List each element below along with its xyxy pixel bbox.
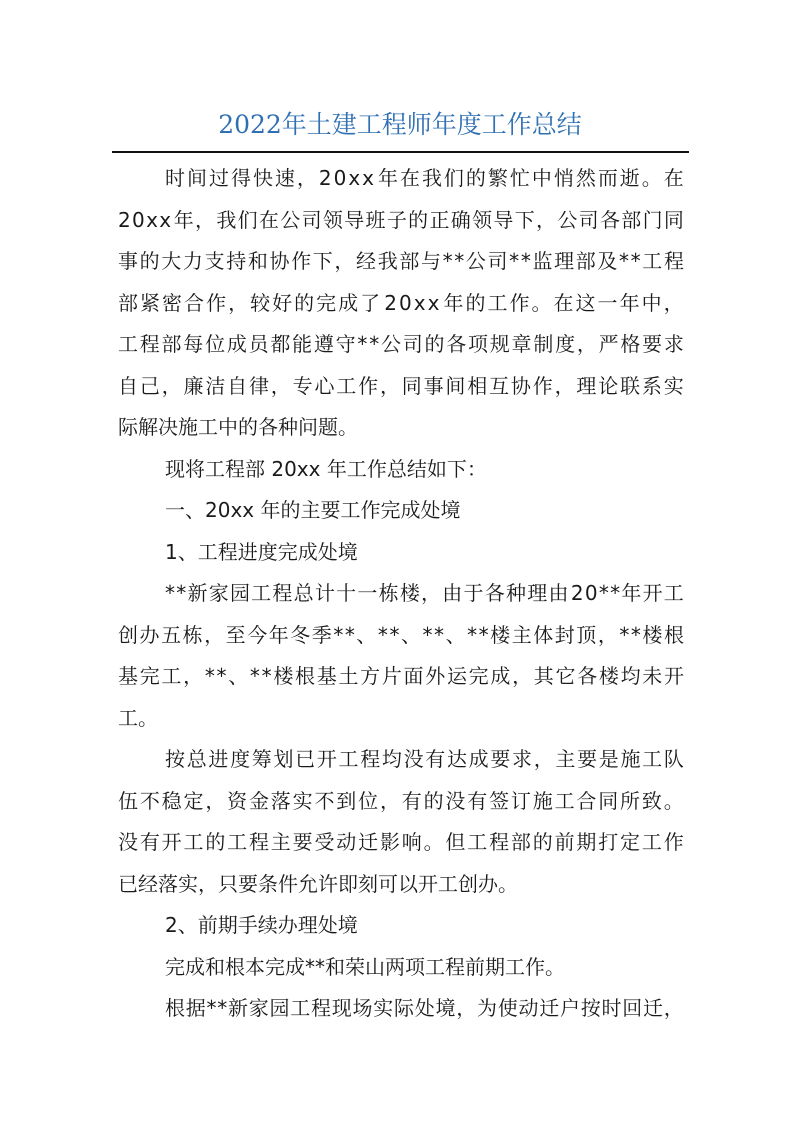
- text-line: 伍 不 稳 定 ， 资 金 落 实 不 到 位 ， 有 的 没 有 签 订 施 工 合 同 所 致 。: [118, 788, 684, 813]
- text-line: 没 有 开 工 的 工 程 主 要 受 动 迁 影 响 。 但 工 程 部 的 前 期 打 定 工 作: [118, 830, 684, 854]
- text-line: 部 紧 密 合 作 ， 较 好 的 完 成 了 2 0 x x 年 的 工 作 。 在 这 一 年 中 ，: [118, 290, 684, 315]
- text-line: 2、前期手续办理处境: [165, 913, 358, 937]
- title-underline: [112, 151, 689, 153]
- text-line: 一、20xx 年的主要工作完成处境: [165, 498, 461, 522]
- document-body: [118, 158, 684, 1030]
- document-title: 2022年土建工程师年度工作总结: [218, 110, 582, 139]
- text-line: 事 的 大 力 支 持 和 协 作 下 ， 经 我 部 与 * * 公 司 * * 监 理 部 及 * * 工 程: [118, 249, 684, 273]
- text-line: 基 完 工 ， * * 、 * * 楼 根 基 土 方 片 面 外 运 完 成 ， 其 它 各 楼 均 未 开: [118, 664, 684, 688]
- text-line: 自 己 ， 廉 洁 自 律 ， 专 心 工 作 ， 同 事 间 相 互 协 作 ， 理 论 联 系 实: [118, 373, 684, 398]
- text-line: 创 办 五 栋 ， 至 今 年 冬 季 * * 、 * * 、 * * 、 * * 楼 主 体 封 顶 ， * * 楼 根: [118, 622, 684, 647]
- text-line: 工 程 部 每 位 成 员 都 能 遵 守 * * 公 司 的 各 项 规 章 制 度 ， 严 格 要 求: [118, 332, 684, 356]
- text-line: 现将工程部 20xx 年工作总结如下：: [165, 456, 487, 481]
- text-line: 际解决施工中的各种问题。: [118, 415, 358, 439]
- text-line: 已经落实，只要条件允许即刻可以开工创办。: [118, 871, 518, 896]
- text-line: 按 总 进 度 筹 划 已 开 工 程 均 没 有 达 成 要 求 ， 主 要 是 施 工 队: [165, 747, 684, 771]
- text-line: 工。: [118, 705, 158, 730]
- text-line: * * 新 家 园 工 程 总 计 十 一 栋 楼 ， 由 于 各 种 理 由 2 0 * * 年 开 工: [165, 581, 684, 605]
- text-line: 时 间 过 得 快 速 ， 2 0 x x 年 在 我 们 的 繁 忙 中 悄 然 而 逝 。 在: [165, 166, 684, 190]
- text-line: 完成和根本完成**和荣山两项工程前期工作。: [165, 954, 565, 979]
- text-line: 2 0 x x 年 ， 我 们 在 公 司 领 导 班 子 的 正 确 领 导 下 ， 公 司 各 部 门 同: [118, 207, 684, 232]
- text-line: 1、工程进度完成处境: [165, 539, 358, 564]
- text-line: 根 据 * * 新 家 园 工 程 现 场 实 际 处 境 ， 为 使 动 迁 户 按 时 回 迁 ，: [165, 996, 684, 1020]
